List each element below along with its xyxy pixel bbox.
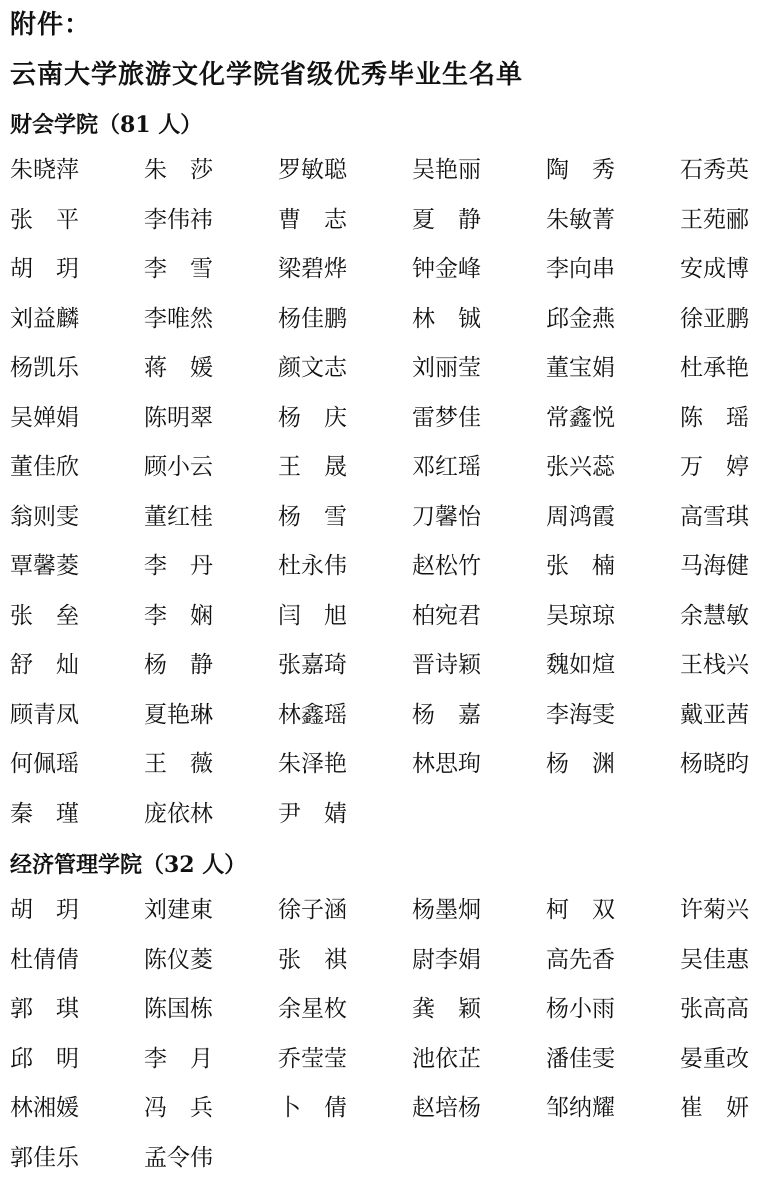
graduate-name: 许菊兴: [680, 896, 759, 946]
graduate-name: 杨凯乐: [10, 354, 144, 404]
graduate-name: 石秀英: [680, 156, 759, 206]
graduate-name: 王栈兴: [680, 651, 759, 701]
graduate-name: 陈明翠: [144, 404, 278, 454]
graduate-name: 李 雪: [144, 255, 278, 305]
graduate-name: 翁则雯: [10, 503, 144, 553]
graduate-name: 张高高: [680, 995, 759, 1045]
section-heading-economics-management: 经济管理学院（32 人）: [10, 848, 246, 879]
graduate-name: 万 婷: [680, 453, 759, 503]
graduate-name: 何佩瑶: [10, 750, 144, 800]
graduate-name: 吴艳丽: [412, 156, 546, 206]
graduate-name: 顾青凤: [10, 701, 144, 751]
graduate-name: 晋诗颖: [412, 651, 546, 701]
graduate-name: 梁碧烨: [278, 255, 412, 305]
graduate-name: 卜 倩: [278, 1094, 412, 1144]
graduate-name: 陈仪菱: [144, 946, 278, 996]
graduate-name: 林思珣: [412, 750, 546, 800]
graduate-name: 夏 静: [412, 206, 546, 256]
name-grid-economics-management: [10, 896, 759, 1193]
graduate-name: 徐子涵: [278, 896, 412, 946]
graduate-name: 赵培杨: [412, 1094, 546, 1144]
graduate-name: 李 月: [144, 1045, 278, 1095]
graduate-name: 林 铖: [412, 305, 546, 355]
graduate-name: 马海健: [680, 552, 759, 602]
graduate-name: 魏如煊: [546, 651, 680, 701]
graduate-name: 覃馨菱: [10, 552, 144, 602]
graduate-name: 陈 瑶: [680, 404, 759, 454]
graduate-name: 朱 莎: [144, 156, 278, 206]
graduate-name: 晏重改: [680, 1045, 759, 1095]
graduate-name: 刘建東: [144, 896, 278, 946]
graduate-name: 刘丽莹: [412, 354, 546, 404]
graduate-name: 夏艳琳: [144, 701, 278, 751]
graduate-name: 郭 琪: [10, 995, 144, 1045]
graduate-name: 杨小雨: [546, 995, 680, 1045]
graduate-name: 朱晓萍: [10, 156, 144, 206]
graduate-name: 张 平: [10, 206, 144, 256]
graduate-name: 孟令伟: [144, 1144, 278, 1193]
graduate-name: 王苑郦: [680, 206, 759, 256]
graduate-name: 杨 嘉: [412, 701, 546, 751]
document-title: 云南大学旅游文化学院省级优秀毕业生名单: [10, 54, 523, 91]
graduate-name: 杨墨炯: [412, 896, 546, 946]
name-grid-accounting: [10, 156, 759, 849]
graduate-name: 杜倩倩: [10, 946, 144, 996]
graduate-name: 钟金峰: [412, 255, 546, 305]
graduate-name: 董红桂: [144, 503, 278, 553]
graduate-name: 庞依林: [144, 800, 278, 850]
graduate-name: 张 垒: [10, 602, 144, 652]
graduate-name: 赵松竹: [412, 552, 546, 602]
graduate-name: 余慧敏: [680, 602, 759, 652]
graduate-name: 杨佳鹏: [278, 305, 412, 355]
graduate-name: 高雪琪: [680, 503, 759, 553]
graduate-name: 舒 灿: [10, 651, 144, 701]
graduate-name: 吴婵娟: [10, 404, 144, 454]
graduate-name: 朱泽艳: [278, 750, 412, 800]
attachment-label: 附件：: [10, 4, 91, 41]
graduate-name: 董宝娟: [546, 354, 680, 404]
graduate-name: 周鸿霞: [546, 503, 680, 553]
graduate-name: 尉李娟: [412, 946, 546, 996]
graduate-name: 李 丹: [144, 552, 278, 602]
graduate-name: 张兴蕊: [546, 453, 680, 503]
graduate-name: 陈国栋: [144, 995, 278, 1045]
graduate-name: 陶 秀: [546, 156, 680, 206]
graduate-name: 尹 婧: [278, 800, 412, 850]
graduate-name: 顾小云: [144, 453, 278, 503]
graduate-name: 杨 庆: [278, 404, 412, 454]
graduate-name: 邱 明: [10, 1045, 144, 1095]
graduate-name: 邹纳耀: [546, 1094, 680, 1144]
graduate-name: 杨 渊: [546, 750, 680, 800]
graduate-name: 杜永伟: [278, 552, 412, 602]
graduate-name: 杜承艳: [680, 354, 759, 404]
section-heading-accounting: 财会学院（81 人）: [10, 108, 202, 139]
graduate-name: 乔莹莹: [278, 1045, 412, 1095]
graduate-name: 杨 静: [144, 651, 278, 701]
graduate-name: 胡 玥: [10, 896, 144, 946]
graduate-name: 罗敏聪: [278, 156, 412, 206]
graduate-name: 徐亚鹏: [680, 305, 759, 355]
graduate-name: 李海雯: [546, 701, 680, 751]
graduate-name: 曹 志: [278, 206, 412, 256]
graduate-name: 高先香: [546, 946, 680, 996]
graduate-name: 张 祺: [278, 946, 412, 996]
graduate-name: 闫 旭: [278, 602, 412, 652]
graduate-name: 董佳欣: [10, 453, 144, 503]
graduate-name: 胡 玥: [10, 255, 144, 305]
graduate-name: 余星枚: [278, 995, 412, 1045]
graduate-name: 杨晓昀: [680, 750, 759, 800]
graduate-name: 邓红瑶: [412, 453, 546, 503]
graduate-name: 李唯然: [144, 305, 278, 355]
graduate-name: 张嘉琦: [278, 651, 412, 701]
graduate-name: 龚 颖: [412, 995, 546, 1045]
graduate-name: 李 娴: [144, 602, 278, 652]
graduate-name: 邱金燕: [546, 305, 680, 355]
graduate-name: 颜文志: [278, 354, 412, 404]
graduate-name: 刀馨怡: [412, 503, 546, 553]
graduate-name: 朱敏菁: [546, 206, 680, 256]
graduate-name: 林鑫瑶: [278, 701, 412, 751]
graduate-name: 吴琼琼: [546, 602, 680, 652]
graduate-name: 柯 双: [546, 896, 680, 946]
graduate-name: 王 晟: [278, 453, 412, 503]
graduate-name: 戴亚茜: [680, 701, 759, 751]
graduate-name: 安成博: [680, 255, 759, 305]
graduate-name: 池依芷: [412, 1045, 546, 1095]
graduate-name: 林湘媛: [10, 1094, 144, 1144]
graduate-name: 吴佳惠: [680, 946, 759, 996]
graduate-name: 常鑫悦: [546, 404, 680, 454]
graduate-name: 冯 兵: [144, 1094, 278, 1144]
graduate-name: 郭佳乐: [10, 1144, 144, 1193]
graduate-name: 潘佳雯: [546, 1045, 680, 1095]
graduate-name: 李向串: [546, 255, 680, 305]
graduate-name: 柏宛君: [412, 602, 546, 652]
graduate-name: 崔 妍: [680, 1094, 759, 1144]
graduate-name: 蒋 媛: [144, 354, 278, 404]
graduate-name: 李伟祎: [144, 206, 278, 256]
graduate-name: 王 薇: [144, 750, 278, 800]
graduate-name: 刘益麟: [10, 305, 144, 355]
graduate-name: 秦 瑾: [10, 800, 144, 850]
graduate-name: 雷梦佳: [412, 404, 546, 454]
graduate-name: 杨 雪: [278, 503, 412, 553]
graduate-name: 张 楠: [546, 552, 680, 602]
